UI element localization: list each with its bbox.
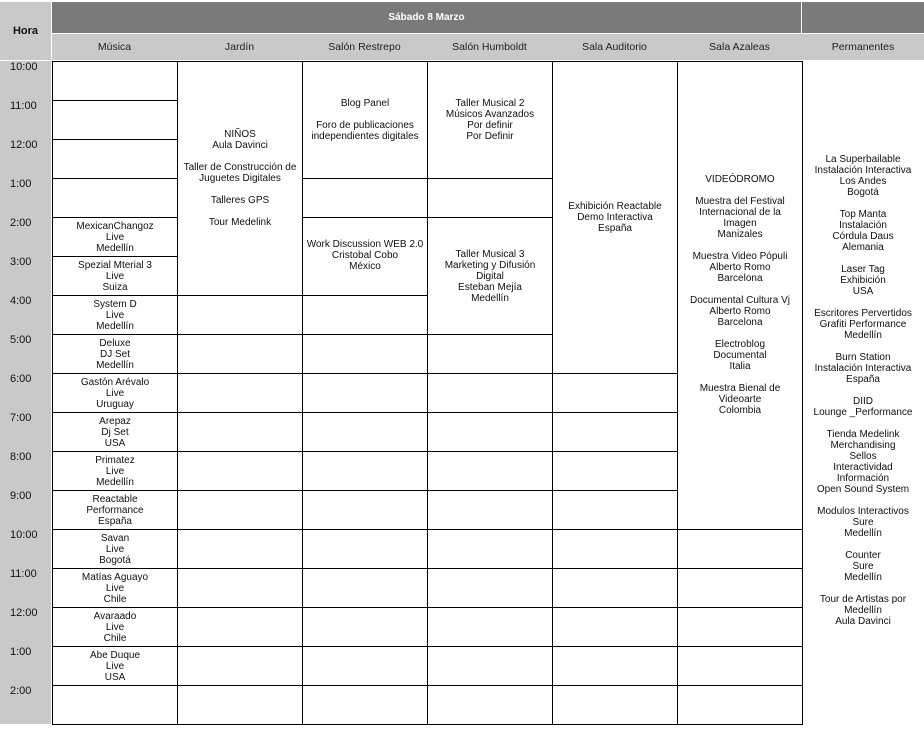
- permanent-line: DIID: [853, 396, 873, 407]
- event-line: Juguetes Digitales: [199, 173, 281, 184]
- azaleas-event-block: [677, 61, 803, 530]
- empty-slot: [177, 607, 303, 647]
- musica-slot: [52, 373, 178, 413]
- act-line: Live: [105, 387, 125, 399]
- column-header: Jardín: [177, 34, 302, 60]
- empty-slot: [177, 490, 303, 530]
- empty-slot: [302, 646, 428, 686]
- hour-label: 2:00: [0, 217, 51, 256]
- humboldt-event-1: [427, 61, 553, 179]
- musica-slot: [52, 295, 178, 335]
- empty-slot: [177, 685, 303, 725]
- permanent-line: Exhibición: [840, 275, 886, 286]
- restrepo-event-2: [302, 217, 428, 296]
- musica-slot: [52, 451, 178, 491]
- hour-label: 5:00: [0, 334, 51, 373]
- permanent-line: Medellín: [844, 528, 882, 539]
- permanent-line: Sure: [852, 561, 874, 572]
- hour-label: 7:00: [0, 412, 51, 451]
- hour-label: 12:00: [0, 139, 51, 178]
- hour-label: 12:00: [0, 607, 51, 646]
- act-line: Uruguay: [96, 398, 134, 410]
- permanent-line: Merchandising: [830, 440, 896, 451]
- hour-label: 4:00: [0, 295, 51, 334]
- empty-slot: [427, 451, 553, 491]
- permanent-line: Grafiti Performance: [819, 319, 907, 330]
- hour-label: 10:00: [0, 529, 51, 568]
- empty-slot: [552, 412, 678, 452]
- event-line: Tour Medelink: [208, 217, 272, 228]
- act-line: Savan: [100, 532, 130, 544]
- permanent-line: Sellos: [849, 451, 877, 462]
- event-line: Cristobal Cobo: [331, 250, 399, 261]
- act-line: Gastón Arévalo: [80, 376, 150, 388]
- event-line: Por Definir: [466, 131, 514, 142]
- empty-slot: [177, 373, 303, 413]
- permanent-line: Top Manta: [839, 209, 887, 220]
- event-line: México: [349, 261, 381, 272]
- empty-slot: [427, 178, 553, 218]
- event-line: Barcelona: [717, 273, 763, 284]
- event-line: Barcelona: [717, 317, 763, 328]
- empty-slot: [677, 646, 803, 686]
- hour-label: 9:00: [0, 490, 51, 529]
- act-line: Medellín: [96, 242, 134, 254]
- empty-slot: [427, 490, 553, 530]
- empty-slot: [177, 568, 303, 608]
- musica-slot: [52, 61, 178, 101]
- event-line: Alberto Romo: [709, 306, 771, 317]
- act-line: Medellín: [96, 320, 134, 332]
- empty-slot: [552, 568, 678, 608]
- event-line: Alberto Romo: [709, 262, 771, 273]
- column-header: Sala Auditorio: [552, 34, 677, 60]
- restrepo-event-1: [302, 61, 428, 179]
- empty-slot: [552, 490, 678, 530]
- empty-slot: [427, 412, 553, 452]
- date-header-right: [802, 2, 924, 33]
- event-line: NIÑOS: [224, 129, 256, 140]
- empty-slot: [302, 334, 428, 374]
- permanent-line: Laser Tag: [841, 264, 885, 275]
- empty-slot: [177, 451, 303, 491]
- permanent-line: Medellín: [844, 330, 882, 341]
- empty-slot: [427, 646, 553, 686]
- permanent-line: USA: [852, 286, 874, 297]
- empty-slot: [552, 685, 678, 725]
- event-line: Muestra Bienal de: [699, 383, 781, 394]
- permanent-line: Escritores Pervertidos: [814, 308, 912, 319]
- empty-slot: [177, 334, 303, 374]
- act-line: Reactable: [92, 493, 138, 505]
- act-line: Live: [105, 465, 125, 477]
- empty-slot: [302, 373, 428, 413]
- empty-slot: [427, 568, 553, 608]
- empty-slot: [552, 607, 678, 647]
- permanent-line: Burn Station: [835, 352, 891, 363]
- act-line: Live: [105, 621, 125, 633]
- permanent-line: Instalación Interactiva: [814, 165, 912, 176]
- hour-label: 1:00: [0, 646, 51, 685]
- act-line: DJ Set: [99, 348, 130, 360]
- act-line: Live: [105, 543, 125, 555]
- musica-slot: [52, 646, 178, 686]
- column-header: Salón Restrepo: [302, 34, 427, 60]
- event-line: Imagen: [723, 218, 757, 229]
- act-line: USA: [104, 437, 126, 449]
- event-line: Exhibición Reactable: [568, 201, 662, 212]
- empty-slot: [302, 295, 428, 335]
- act-line: Suiza: [102, 281, 128, 293]
- event-line: VIDEÓDROMO: [705, 174, 775, 185]
- event-line: Blog Panel: [340, 98, 390, 109]
- musica-slot: [52, 412, 178, 452]
- act-line: Bogotá: [99, 554, 131, 566]
- act-line: Medellín: [96, 359, 134, 371]
- empty-slot: [552, 451, 678, 491]
- empty-slot: [302, 178, 428, 218]
- permanent-line: Sure: [852, 517, 874, 528]
- empty-slot: [302, 607, 428, 647]
- act-line: Live: [105, 309, 125, 321]
- musica-slot: [52, 529, 178, 569]
- empty-slot: [427, 685, 553, 725]
- event-line: Por definir: [467, 120, 513, 131]
- empty-slot: [177, 646, 303, 686]
- event-line: Demo Interactiva: [577, 212, 653, 223]
- empty-slot: [552, 529, 678, 569]
- act-line: Dj Set: [101, 426, 129, 438]
- event-line: Colombia: [718, 405, 762, 416]
- permanent-line: Lounge _Performance: [813, 407, 913, 418]
- permanent-line: Bogotá: [847, 187, 879, 198]
- event-line: Foro de publicaciones: [316, 120, 414, 131]
- permanent-line: Counter: [845, 550, 881, 561]
- auditorio-event: [552, 61, 678, 374]
- permanent-line: Alemania: [842, 242, 884, 253]
- empty-slot: [427, 529, 553, 569]
- permanent-line: Los Andes: [839, 176, 887, 187]
- permanent-line: España: [846, 374, 880, 385]
- permanent-line: Medellín: [844, 572, 882, 583]
- empty-slot: [177, 295, 303, 335]
- act-line: Avaraado: [93, 610, 137, 622]
- empty-slot: [677, 529, 803, 569]
- event-line: Taller Musical 3: [455, 249, 525, 260]
- hora-label: Hora: [0, 2, 51, 60]
- empty-slot: [302, 529, 428, 569]
- act-line: Live: [105, 231, 125, 243]
- event-line: Internacional de la: [699, 207, 781, 218]
- act-line: Live: [105, 660, 125, 672]
- event-line: Taller de Construcción de: [183, 162, 297, 173]
- musica-slot: [52, 685, 178, 725]
- empty-slot: [302, 568, 428, 608]
- hour-label: 3:00: [0, 256, 51, 295]
- act-line: Spezial Mterial 3: [78, 259, 152, 271]
- empty-slot: [177, 529, 303, 569]
- hour-label: 11:00: [0, 568, 51, 607]
- empty-slot: [302, 685, 428, 725]
- act-line: USA: [104, 671, 126, 683]
- event-line: Work Discussion WEB 2.0: [306, 239, 424, 250]
- event-line: Manizales: [717, 229, 763, 240]
- act-line: Chile: [103, 632, 127, 644]
- event-line: Talleres GPS: [210, 195, 270, 206]
- event-line: Electroblog: [714, 339, 766, 350]
- event-line: Taller Musical 2: [455, 98, 525, 109]
- empty-slot: [677, 685, 803, 725]
- permanent-line: Información: [836, 473, 890, 484]
- permanent-line: La Superbailable: [825, 154, 901, 165]
- event-line: Aula Davinci: [212, 140, 268, 151]
- hour-label: 1:00: [0, 178, 51, 217]
- hour-label: 8:00: [0, 451, 51, 490]
- humboldt-event-2: [427, 217, 553, 335]
- permanentes-block: [802, 154, 924, 627]
- act-line: Live: [105, 582, 125, 594]
- event-line: Medellín: [471, 293, 509, 304]
- hour-label: 6:00: [0, 373, 51, 412]
- musica-slot: [52, 334, 178, 374]
- empty-slot: [552, 646, 678, 686]
- event-line: Marketing y Difusión: [444, 260, 536, 271]
- event-line: Digital: [476, 271, 504, 282]
- act-line: Abe Duque: [89, 649, 141, 661]
- act-line: Live: [105, 270, 125, 282]
- act-line: System D: [93, 298, 137, 310]
- act-line: MexicanChangoz: [76, 220, 154, 232]
- empty-slot: [427, 334, 553, 374]
- event-line: España: [598, 223, 632, 234]
- empty-slot: [677, 607, 803, 647]
- hour-label: 10:00: [0, 61, 51, 100]
- permanent-line: Medellín: [844, 605, 882, 616]
- empty-slot: [302, 451, 428, 491]
- act-line: Performance: [86, 504, 144, 516]
- permanent-line: Tour de Artistas por: [819, 594, 907, 605]
- column-header: Salón Humboldt: [427, 34, 552, 60]
- event-line: Muestra Video Pópuli: [692, 251, 788, 262]
- permanent-line: Interactividad: [833, 462, 893, 473]
- column-header: Permanentes: [802, 34, 924, 60]
- empty-slot: [427, 373, 553, 413]
- musica-slot: [52, 217, 178, 257]
- act-line: Chile: [103, 593, 127, 605]
- empty-slot: [177, 412, 303, 452]
- musica-slot: [52, 139, 178, 179]
- event-line: Italia: [729, 361, 751, 372]
- event-line: Videoarte: [718, 394, 762, 405]
- permanent-line: Instalación Interactiva: [814, 363, 912, 374]
- musica-slot: [52, 178, 178, 218]
- permanent-line: Tienda Medelink: [826, 429, 900, 440]
- column-header: Sala Azaleas: [677, 34, 802, 60]
- musica-slot: [52, 568, 178, 608]
- permanent-line: Instalación: [839, 220, 887, 231]
- musica-slot: [52, 607, 178, 647]
- act-line: Matías Aguayo: [81, 571, 149, 583]
- permanent-line: Córdula Daus: [832, 231, 894, 242]
- jardin-event-block: [177, 61, 303, 296]
- event-line: Esteban Mejía: [458, 282, 522, 293]
- empty-slot: [427, 607, 553, 647]
- musica-slot: [52, 256, 178, 296]
- empty-slot: [552, 373, 678, 413]
- act-line: Arepaz: [99, 415, 131, 427]
- column-header: Música: [52, 34, 177, 60]
- event-line: Muestra del Festival: [695, 196, 785, 207]
- event-line: Músicos Avanzados: [445, 109, 535, 120]
- act-line: España: [98, 515, 132, 527]
- hour-label: 2:00: [0, 685, 51, 724]
- musica-slot: [52, 490, 178, 530]
- hour-label: 11:00: [0, 100, 51, 139]
- event-line: Documental: [713, 350, 767, 361]
- event-line: independientes digitales: [311, 131, 419, 142]
- act-line: Medellín: [96, 476, 134, 488]
- musica-slot: [52, 100, 178, 140]
- empty-slot: [302, 490, 428, 530]
- permanent-line: Aula Davinci: [835, 616, 891, 627]
- empty-slot: [302, 412, 428, 452]
- act-line: Deluxe: [99, 337, 131, 349]
- event-line: Documental Cultura Vj: [689, 295, 791, 306]
- permanent-line: Modulos Interactivos: [817, 506, 909, 517]
- act-line: Primatez: [95, 454, 135, 466]
- date-header: Sábado 8 Marzo: [52, 2, 801, 33]
- permanent-line: Open Sound System: [816, 484, 910, 495]
- empty-slot: [677, 568, 803, 608]
